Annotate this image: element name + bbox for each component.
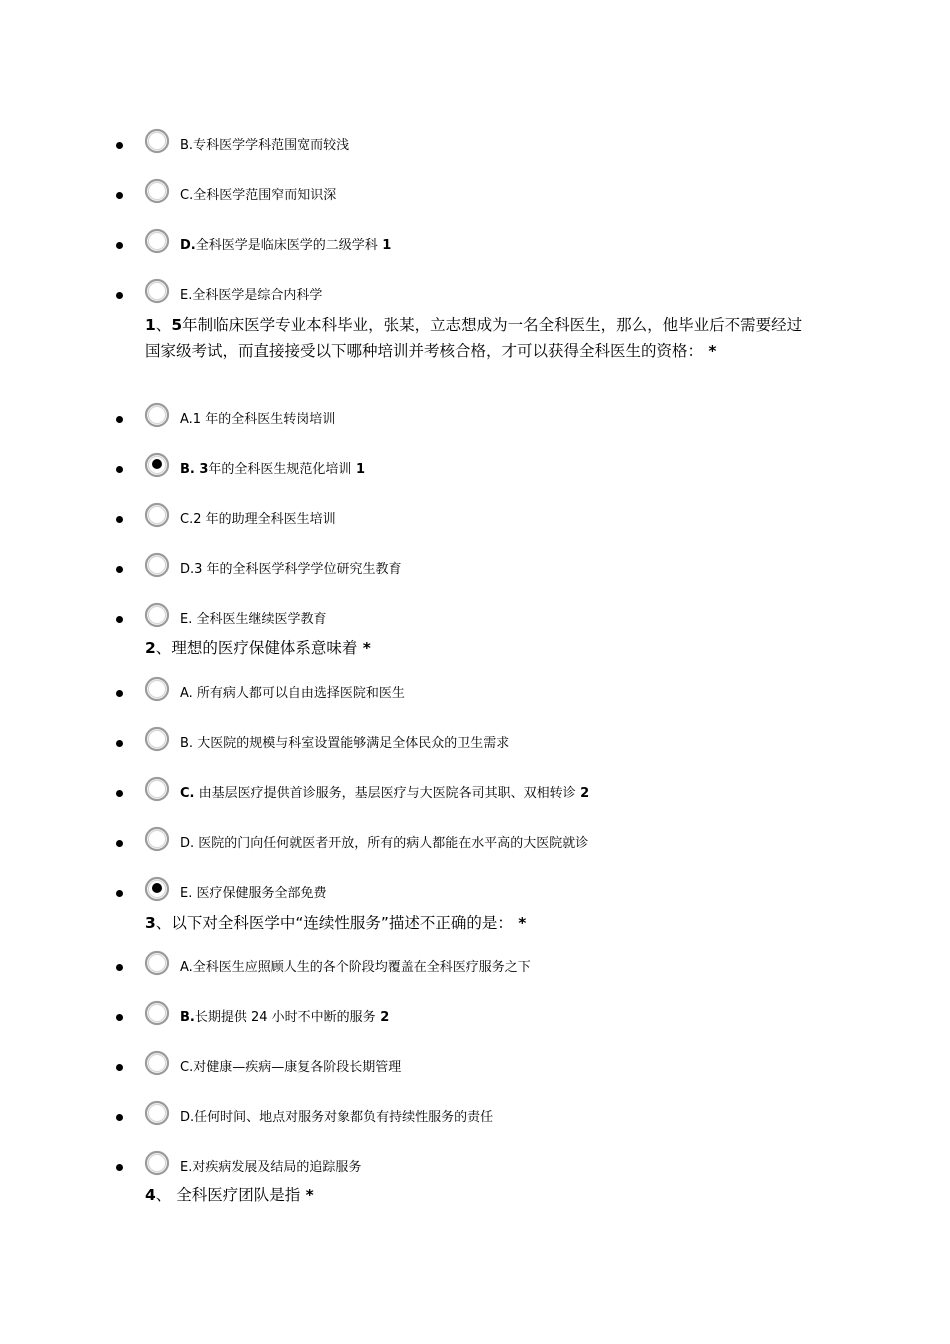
option-text: 对疾病发展及结局的追踪服务 bbox=[192, 1160, 362, 1175]
radio-button[interactable] bbox=[144, 178, 170, 204]
radio-button[interactable] bbox=[144, 228, 170, 254]
option-letter: C. bbox=[180, 188, 194, 203]
radio-button[interactable] bbox=[144, 552, 170, 578]
question-text: 以下对全科医学中“连续性服务”描述不正确的是： bbox=[171, 914, 513, 932]
option-row[interactable] bbox=[0, 826, 950, 860]
bullet-icon bbox=[116, 566, 123, 573]
option-text: 对健康—疾病—康复各阶段长期管理 bbox=[193, 1060, 402, 1075]
option-row[interactable] bbox=[0, 676, 950, 710]
bullet-icon bbox=[116, 516, 123, 523]
option-letter: E. bbox=[180, 1160, 193, 1175]
option-text: 专科医学学科范围宽而较浅 bbox=[193, 138, 350, 153]
required-star: * bbox=[703, 342, 717, 360]
bullet-icon bbox=[116, 466, 123, 473]
question-3 bbox=[145, 910, 805, 936]
option-row[interactable] bbox=[0, 1050, 950, 1084]
option-label bbox=[180, 836, 588, 852]
option-text: 全科医学是临床医学的二级学科 bbox=[195, 238, 378, 253]
bullet-icon bbox=[116, 416, 123, 423]
option-text: 3 年的全科医学科学学位研究生教育 bbox=[194, 562, 402, 577]
radio-button[interactable] bbox=[144, 278, 170, 304]
option-text: 医疗保健服务全部免费 bbox=[192, 886, 327, 901]
option-text: 2 年的助理全科医生培训 bbox=[193, 512, 336, 527]
option-text: 长期提供 24 小时不中断的服务 bbox=[194, 1010, 376, 1025]
question-2 bbox=[145, 635, 805, 661]
option-letter: D. bbox=[180, 1110, 195, 1125]
question-separator: 、 bbox=[155, 1186, 172, 1204]
radio-button[interactable] bbox=[144, 1100, 170, 1126]
radio-button[interactable] bbox=[144, 602, 170, 628]
option-text: 全科医生继续医学教育 bbox=[192, 612, 327, 627]
option-label bbox=[180, 512, 336, 528]
option-label bbox=[180, 960, 531, 976]
option-row[interactable] bbox=[0, 602, 950, 636]
option-row[interactable] bbox=[0, 1000, 950, 1034]
option-label bbox=[180, 238, 391, 254]
option-label bbox=[180, 886, 327, 902]
option-letter: B. bbox=[180, 736, 194, 751]
option-text: 由基层医疗提供首诊服务，基层医疗与大医院各司其职、双相转诊 bbox=[194, 786, 576, 801]
option-text: 全科医学是综合内科学 bbox=[192, 288, 323, 303]
radio-button[interactable] bbox=[144, 1050, 170, 1076]
question-number: 3 bbox=[145, 914, 156, 932]
option-letter: D. bbox=[180, 562, 195, 577]
option-score: 1 bbox=[377, 238, 392, 253]
option-letter: A. bbox=[180, 412, 193, 427]
bullet-icon bbox=[116, 740, 123, 747]
question-text-bold: 5 bbox=[171, 316, 183, 334]
question-number: 2 bbox=[145, 639, 156, 657]
option-row[interactable] bbox=[0, 876, 950, 910]
question-separator: 、 bbox=[155, 639, 172, 657]
option-text: 大医院的规模与科室设置能够满足全体民众的卫生需求 bbox=[193, 736, 510, 751]
bullet-icon bbox=[116, 790, 123, 797]
option-row[interactable] bbox=[0, 502, 950, 536]
option-letter: C. bbox=[180, 512, 194, 527]
option-letter: C. bbox=[180, 1060, 194, 1075]
option-row[interactable] bbox=[0, 278, 950, 312]
option-letter: D. bbox=[180, 238, 196, 253]
option-letter: D. bbox=[180, 836, 195, 851]
radio-button[interactable] bbox=[144, 826, 170, 852]
bullet-icon bbox=[116, 1014, 123, 1021]
radio-button[interactable] bbox=[144, 128, 170, 154]
option-row[interactable] bbox=[0, 1100, 950, 1134]
option-label bbox=[180, 412, 335, 428]
option-text: 全科医学范围窄而知识深 bbox=[193, 188, 337, 203]
option-label bbox=[180, 562, 402, 578]
radio-button[interactable] bbox=[144, 402, 170, 428]
bullet-icon bbox=[116, 1064, 123, 1071]
option-row[interactable] bbox=[0, 950, 950, 984]
option-text: 所有病人都可以自由选择医院和医生 bbox=[192, 686, 405, 701]
bullet-icon bbox=[116, 616, 123, 623]
bullet-icon bbox=[116, 1114, 123, 1121]
radio-button[interactable] bbox=[144, 1000, 170, 1026]
option-label bbox=[180, 612, 327, 628]
question-text: 理想的医疗保健体系意味着 bbox=[171, 639, 358, 657]
radio-button[interactable] bbox=[144, 950, 170, 976]
option-row[interactable] bbox=[0, 228, 950, 262]
option-letter: A. bbox=[180, 960, 193, 975]
question-text: 全科医疗团队是指 bbox=[171, 1186, 301, 1204]
option-label bbox=[180, 288, 322, 304]
required-star: * bbox=[357, 639, 371, 657]
option-row[interactable] bbox=[0, 452, 950, 486]
radio-button-selected[interactable] bbox=[144, 452, 170, 478]
option-score: 1 bbox=[351, 462, 366, 477]
radio-button[interactable] bbox=[144, 502, 170, 528]
option-row[interactable] bbox=[0, 178, 950, 212]
bullet-icon bbox=[116, 242, 123, 249]
radio-button[interactable] bbox=[144, 726, 170, 752]
option-score: 2 bbox=[375, 1010, 390, 1025]
question-separator: 、 bbox=[155, 316, 172, 334]
bullet-icon bbox=[116, 142, 123, 149]
option-letter: E. bbox=[180, 288, 193, 303]
bullet-icon bbox=[116, 964, 123, 971]
option-letter: B. bbox=[180, 1010, 195, 1025]
option-row[interactable] bbox=[0, 128, 950, 162]
option-row[interactable] bbox=[0, 726, 950, 760]
option-letter: C. bbox=[180, 786, 195, 801]
option-row[interactable] bbox=[0, 402, 950, 436]
option-letter: B. bbox=[180, 138, 194, 153]
question-1 bbox=[145, 312, 805, 364]
option-label bbox=[180, 462, 365, 478]
radio-button[interactable] bbox=[144, 776, 170, 802]
option-text: 1 年的全科医生转岗培训 bbox=[192, 412, 336, 427]
option-label bbox=[180, 1110, 493, 1126]
option-label bbox=[180, 1060, 401, 1076]
question-text: 年制临床医学专业本科毕业，张某，立志想成为一名全科医生，那么，他毕业后不需要经过国家级考试，而直接接受以下哪种培训并考核合格，才可以获得全科医生的资格： bbox=[145, 316, 803, 360]
required-star: * bbox=[512, 914, 527, 932]
bullet-icon bbox=[116, 192, 123, 199]
option-text: 任何时间、地点对服务对象都负有持续性服务的责任 bbox=[194, 1110, 494, 1125]
bullet-icon bbox=[116, 1164, 123, 1171]
option-label bbox=[180, 686, 405, 702]
option-score: 2 bbox=[575, 786, 590, 801]
option-label bbox=[180, 1010, 389, 1026]
question-4 bbox=[145, 1182, 805, 1208]
option-label bbox=[180, 736, 509, 752]
question-number: 4 bbox=[145, 1186, 156, 1204]
radio-button-selected[interactable] bbox=[144, 876, 170, 902]
option-letter: A. bbox=[180, 686, 193, 701]
radio-button[interactable] bbox=[144, 676, 170, 702]
bullet-icon bbox=[116, 840, 123, 847]
option-text: 医院的门向任何就医者开放，所有的病人都能在水平高的大医院就诊 bbox=[194, 836, 589, 851]
option-letter: E. bbox=[180, 886, 193, 901]
option-label bbox=[180, 1160, 361, 1176]
option-row[interactable] bbox=[0, 552, 950, 586]
option-row[interactable] bbox=[0, 1150, 950, 1184]
question-separator: 、 bbox=[155, 914, 172, 932]
option-label bbox=[180, 138, 349, 154]
bullet-icon bbox=[116, 890, 123, 897]
option-text: 年的全科医生规范化培训 bbox=[208, 462, 352, 477]
required-star: * bbox=[300, 1186, 314, 1204]
option-row[interactable] bbox=[0, 776, 950, 810]
bullet-icon bbox=[116, 690, 123, 697]
bullet-icon bbox=[116, 292, 123, 299]
radio-button[interactable] bbox=[144, 1150, 170, 1176]
option-label bbox=[180, 786, 589, 802]
question-number: 1 bbox=[145, 316, 156, 334]
option-text: 全科医生应照顾人生的各个阶段均覆盖在全科医疗服务之下 bbox=[192, 960, 531, 975]
option-letter: E. bbox=[180, 612, 193, 627]
option-label bbox=[180, 188, 336, 204]
option-letter: B. 3 bbox=[180, 462, 209, 477]
